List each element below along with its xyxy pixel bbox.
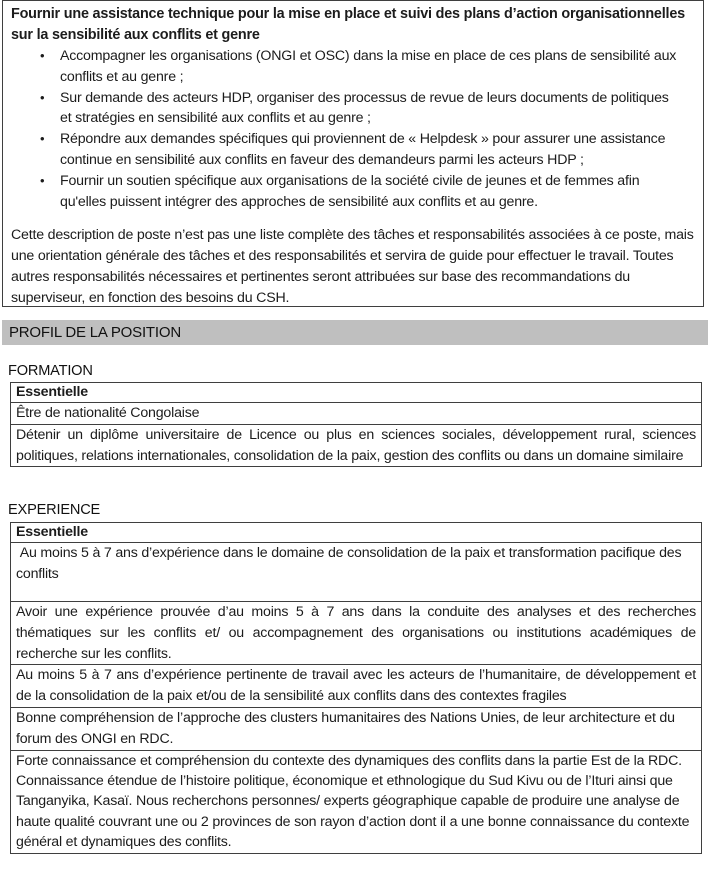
table-row [11,750,702,853]
table-cell: Bonne compréhension de l’approche des clusters humanitaires des Nations Unies, de leur architecture et du forum des ONGI en RDC. [11,707,702,750]
table-header-row [11,383,702,403]
section-header-band: PROFIL DE LA POSITION [2,320,708,345]
bullet-icon: • [40,172,45,188]
table-cell: Être de nationalité Congolaise [11,403,702,425]
formation-label: FORMATION [8,363,93,379]
table-cell: Au moins 5 à 7 ans d’expérience dans le domaine de consolidation de la paix et transformation pacifique des conflits [11,543,702,602]
intro-heading: Fournir une assistance technique pour la mise en place et suivi des plans d’action organisationnelles sur la sensibilité aux conflits et genre [11,6,685,43]
closing-paragraph: Cette description de poste n’est pas une liste complète des tâches et responsabilités associées à ce poste, mais une orientation générale des tâches et des responsabilités et servira de guide pour effectuer le travail. Toutes autres responsabilités nécessaires et pertinentes seront attribuées sur base des recommandations du superviseur, en fonction des besoins du CSH. [11,227,694,306]
table-row [11,403,702,425]
bullet-icon: • [40,89,45,105]
bullet-item [11,46,694,88]
table-header-cell: Essentielle [11,523,702,543]
table-row [11,602,702,665]
table-row [11,665,702,708]
table-cell: Avoir une expérience prouvée d’au moins 5 à 7 ans dans la conduite des analyses et des recherches thématiques sur les conflits et/ ou accompagnement des organisations ou institutions académiques de recherche sur les conflits. [11,602,702,665]
table-cell: Au moins 5 à 7 ans d’expérience pertinente de travail avec les acteurs de l’humanitaire, de développement et de la consolidation de la paix et/ou de la sensibilité aux conflits dans des contextes fragiles [11,665,702,708]
intro-box [2,0,704,307]
bullet-item-text: Sur demande des acteurs HDP, organiser des processus de revue de leurs documents de politiques et stratégies en sensibilité aux conflits et au genre ; [60,89,669,127]
table-header-cell: Essentielle [11,383,702,403]
bullet-icon: • [40,48,45,63]
experience-table [10,522,702,854]
table-row [11,424,702,467]
intro-bullet-list [11,46,694,212]
table-row [11,707,702,750]
table-cell: Détenir un diplôme universitaire de Licence ou plus en sciences sociales, développement rural, sciences politiques, relations internationales, consolidation de la paix, gestion des conflits ou dans un domaine similaire [11,424,702,467]
bullet-item [11,129,694,171]
bullet-icon: • [40,131,45,147]
bullet-item-text: Répondre aux demandes spécifiques qui proviennent de « Helpdesk » pour assurer une assistance continue en sensibilité aux conflits en faveur des demandeurs parmi les acteurs HDP ; [60,131,666,168]
table-header-row [11,523,702,543]
bullet-item-text: Accompagner les organisations (ONGI et OSC) dans la mise en place de ces plans de sensibilité aux conflits et au genre ; [60,48,677,85]
table-row [11,543,702,602]
bullet-item-text: Fournir un soutien spécifique aux organisations de la société civile de jeunes et de femmes afin qu'elles puissent intégrer des approches de sensibilité aux conflits et au genre. [60,172,640,210]
bullet-item [11,88,694,130]
bullet-item [11,171,694,213]
table-cell: Forte connaissance et compréhension du contexte des dynamiques des conflits dans la partie Est de la RDC. Connaissance étendue de l’histoire politique, économique et ethnologique du Sud Kivu ou de l’Ituri ainsi que Tanganyika, Kasaï. Nous recherchons personnes/ experts géographique capable de produire une analyse de haute qualité couvrant une ou 2 provinces de son rayon d’action dont il a une bonne connaissance du contexte général et dynamiques des conflits. [11,750,702,853]
experience-label: EXPERIENCE [8,502,101,518]
formation-table [10,382,702,467]
